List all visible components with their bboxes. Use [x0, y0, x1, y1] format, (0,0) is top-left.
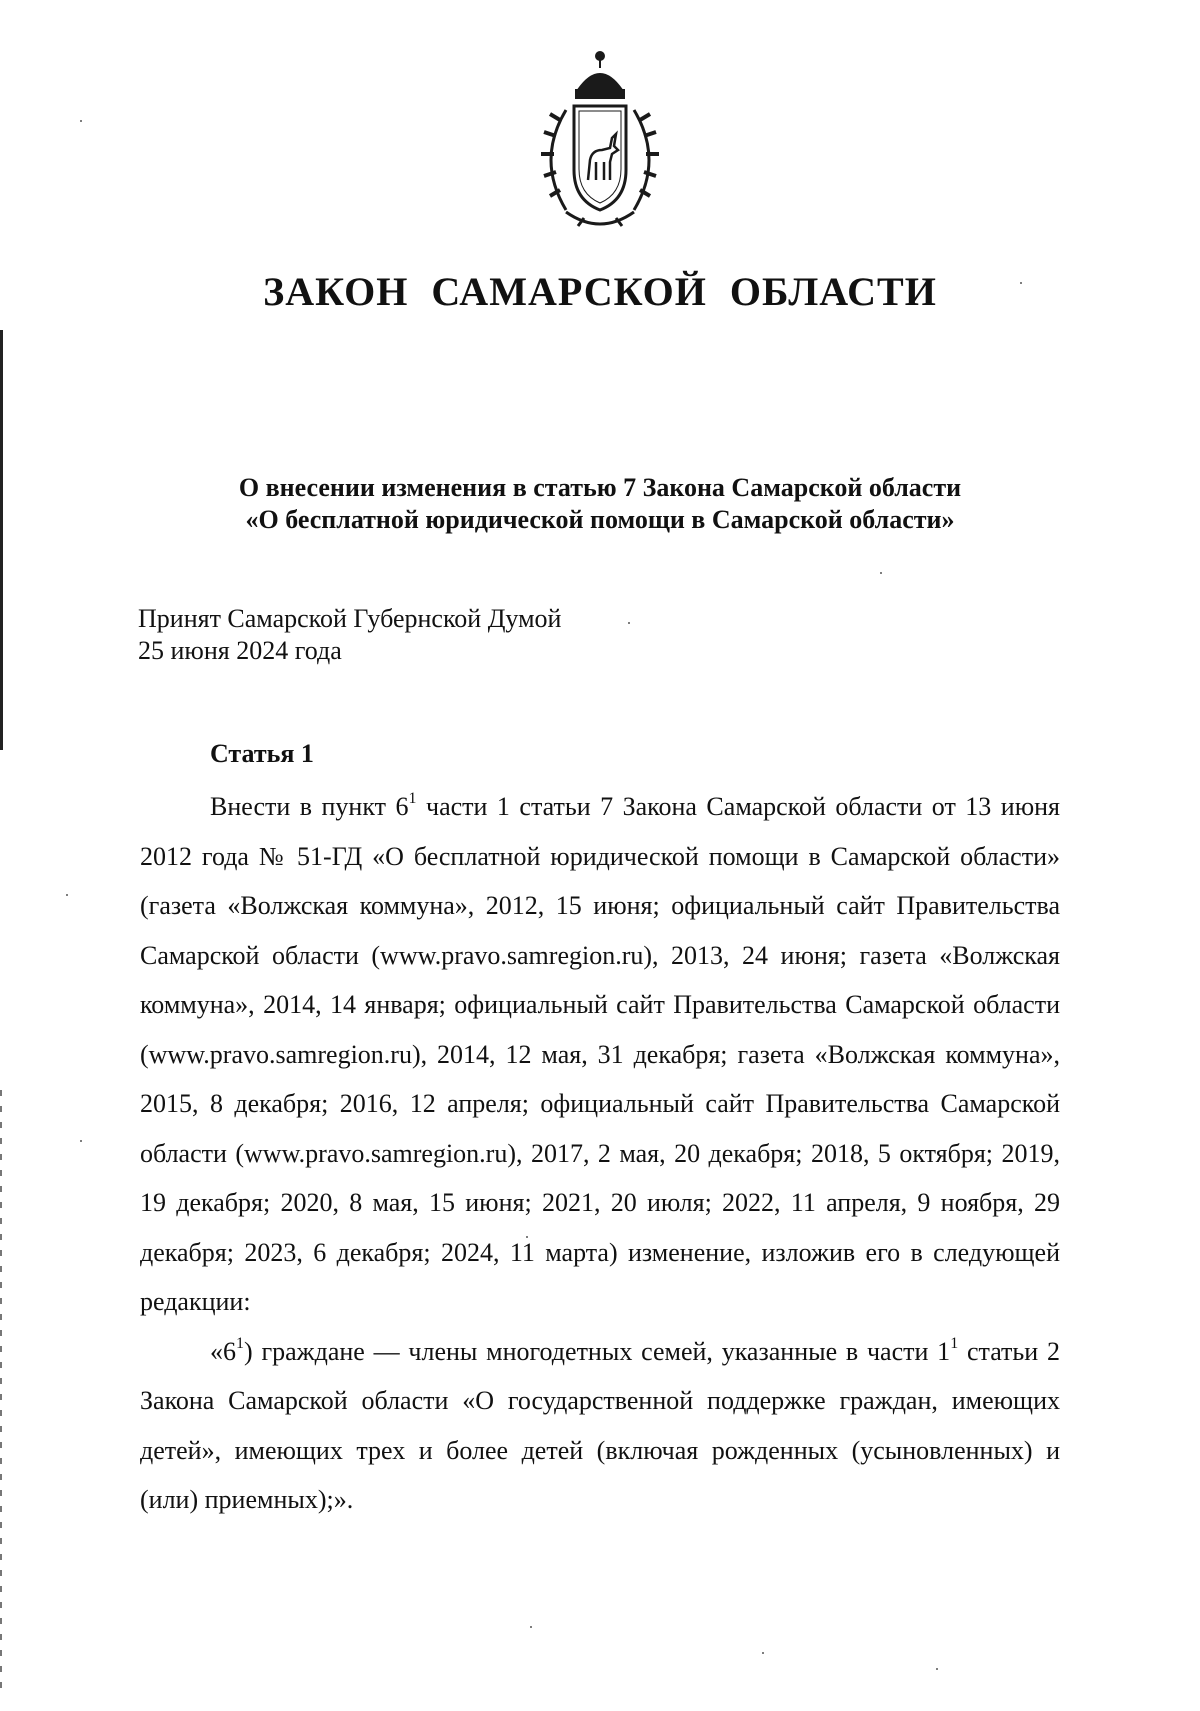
law-subject-line: «О бесплатной юридической помощи в Самарской области»	[245, 505, 955, 534]
samara-coat-of-arms-icon	[526, 50, 674, 230]
scan-speck	[628, 622, 630, 624]
scan-speck	[880, 572, 882, 574]
scan-speck	[80, 120, 82, 122]
article-body	[140, 782, 1060, 1525]
superscript: 1	[236, 1334, 244, 1352]
law-subject	[0, 472, 1200, 536]
scan-speck	[66, 894, 68, 896]
adoption-body: Принят Самарской Губернской Думой	[138, 604, 562, 633]
paragraph-text: ) граждане — члены многодетных семей, указанные в части 1	[244, 1336, 951, 1366]
law-title: ЗАКОН САМАРСКОЙ ОБЛАСТИ	[263, 269, 937, 314]
scan-speck	[936, 1668, 938, 1670]
paragraph-text: части 1 статьи 7 Закона Самарской области от 13 июня 2012 года № 51-ГД «О бесплатной юридической помощи в Самарской области» (газета «Волжская коммуна», 2012, 15 июня; официальный сайт Правительства Самарской области (www.pravo.samregion.ru), 2013, 24 июня; газета «Волжская коммуна», 2014, 14 января; официальный сайт Правительства Самарской области (www.pravo.samregion.ru), 2014, 12 мая, 31 декабря; газета «Волжская коммуна», 2015, 8 декабря; 2016, 12 апреля; официальный сайт Правительства Самарской области (www.pravo.samregion.ru), 2017, 2 мая, 20 декабря; 2018, 5 октября; 2019, 19 декабря; 2020, 8 мая, 15 июня; 2021, 20 июля; 2022, 11 апреля, 9 ноября, 29 декабря; 2023, 6 декабря; 2024, 11 марта) изменение, изложив его в следующей редакции:	[140, 792, 1061, 1316]
scan-edge-mark	[0, 330, 3, 750]
paragraph-text: «6	[210, 1336, 236, 1366]
article-heading: Статья 1	[210, 739, 314, 768]
scan-speck	[526, 1236, 528, 1238]
paragraph-text: Внести в пункт 6	[210, 792, 409, 821]
scan-speck	[530, 1626, 532, 1628]
scan-edge-mark-dashed	[0, 1090, 2, 1690]
scan-speck	[1020, 282, 1022, 284]
scan-speck	[762, 1652, 764, 1654]
superscript: 1	[408, 790, 417, 807]
adoption-date: 25 июня 2024 года	[138, 636, 342, 665]
adoption-note	[138, 603, 561, 667]
article-paragraph	[140, 1327, 1060, 1525]
superscript: 1	[950, 1334, 959, 1352]
scan-speck	[80, 1140, 82, 1142]
law-subject-line: О внесении изменения в статью 7 Закона Самарской области	[238, 473, 962, 502]
paragraph-text: статьи 2 Закона Самарской области «О государственной поддержке граждан, имеющих детей», имеющих трех и более детей (включая рожденных (усыновленных) и (или) приемных);».	[140, 1336, 1060, 1514]
article-paragraph	[140, 782, 1060, 1327]
